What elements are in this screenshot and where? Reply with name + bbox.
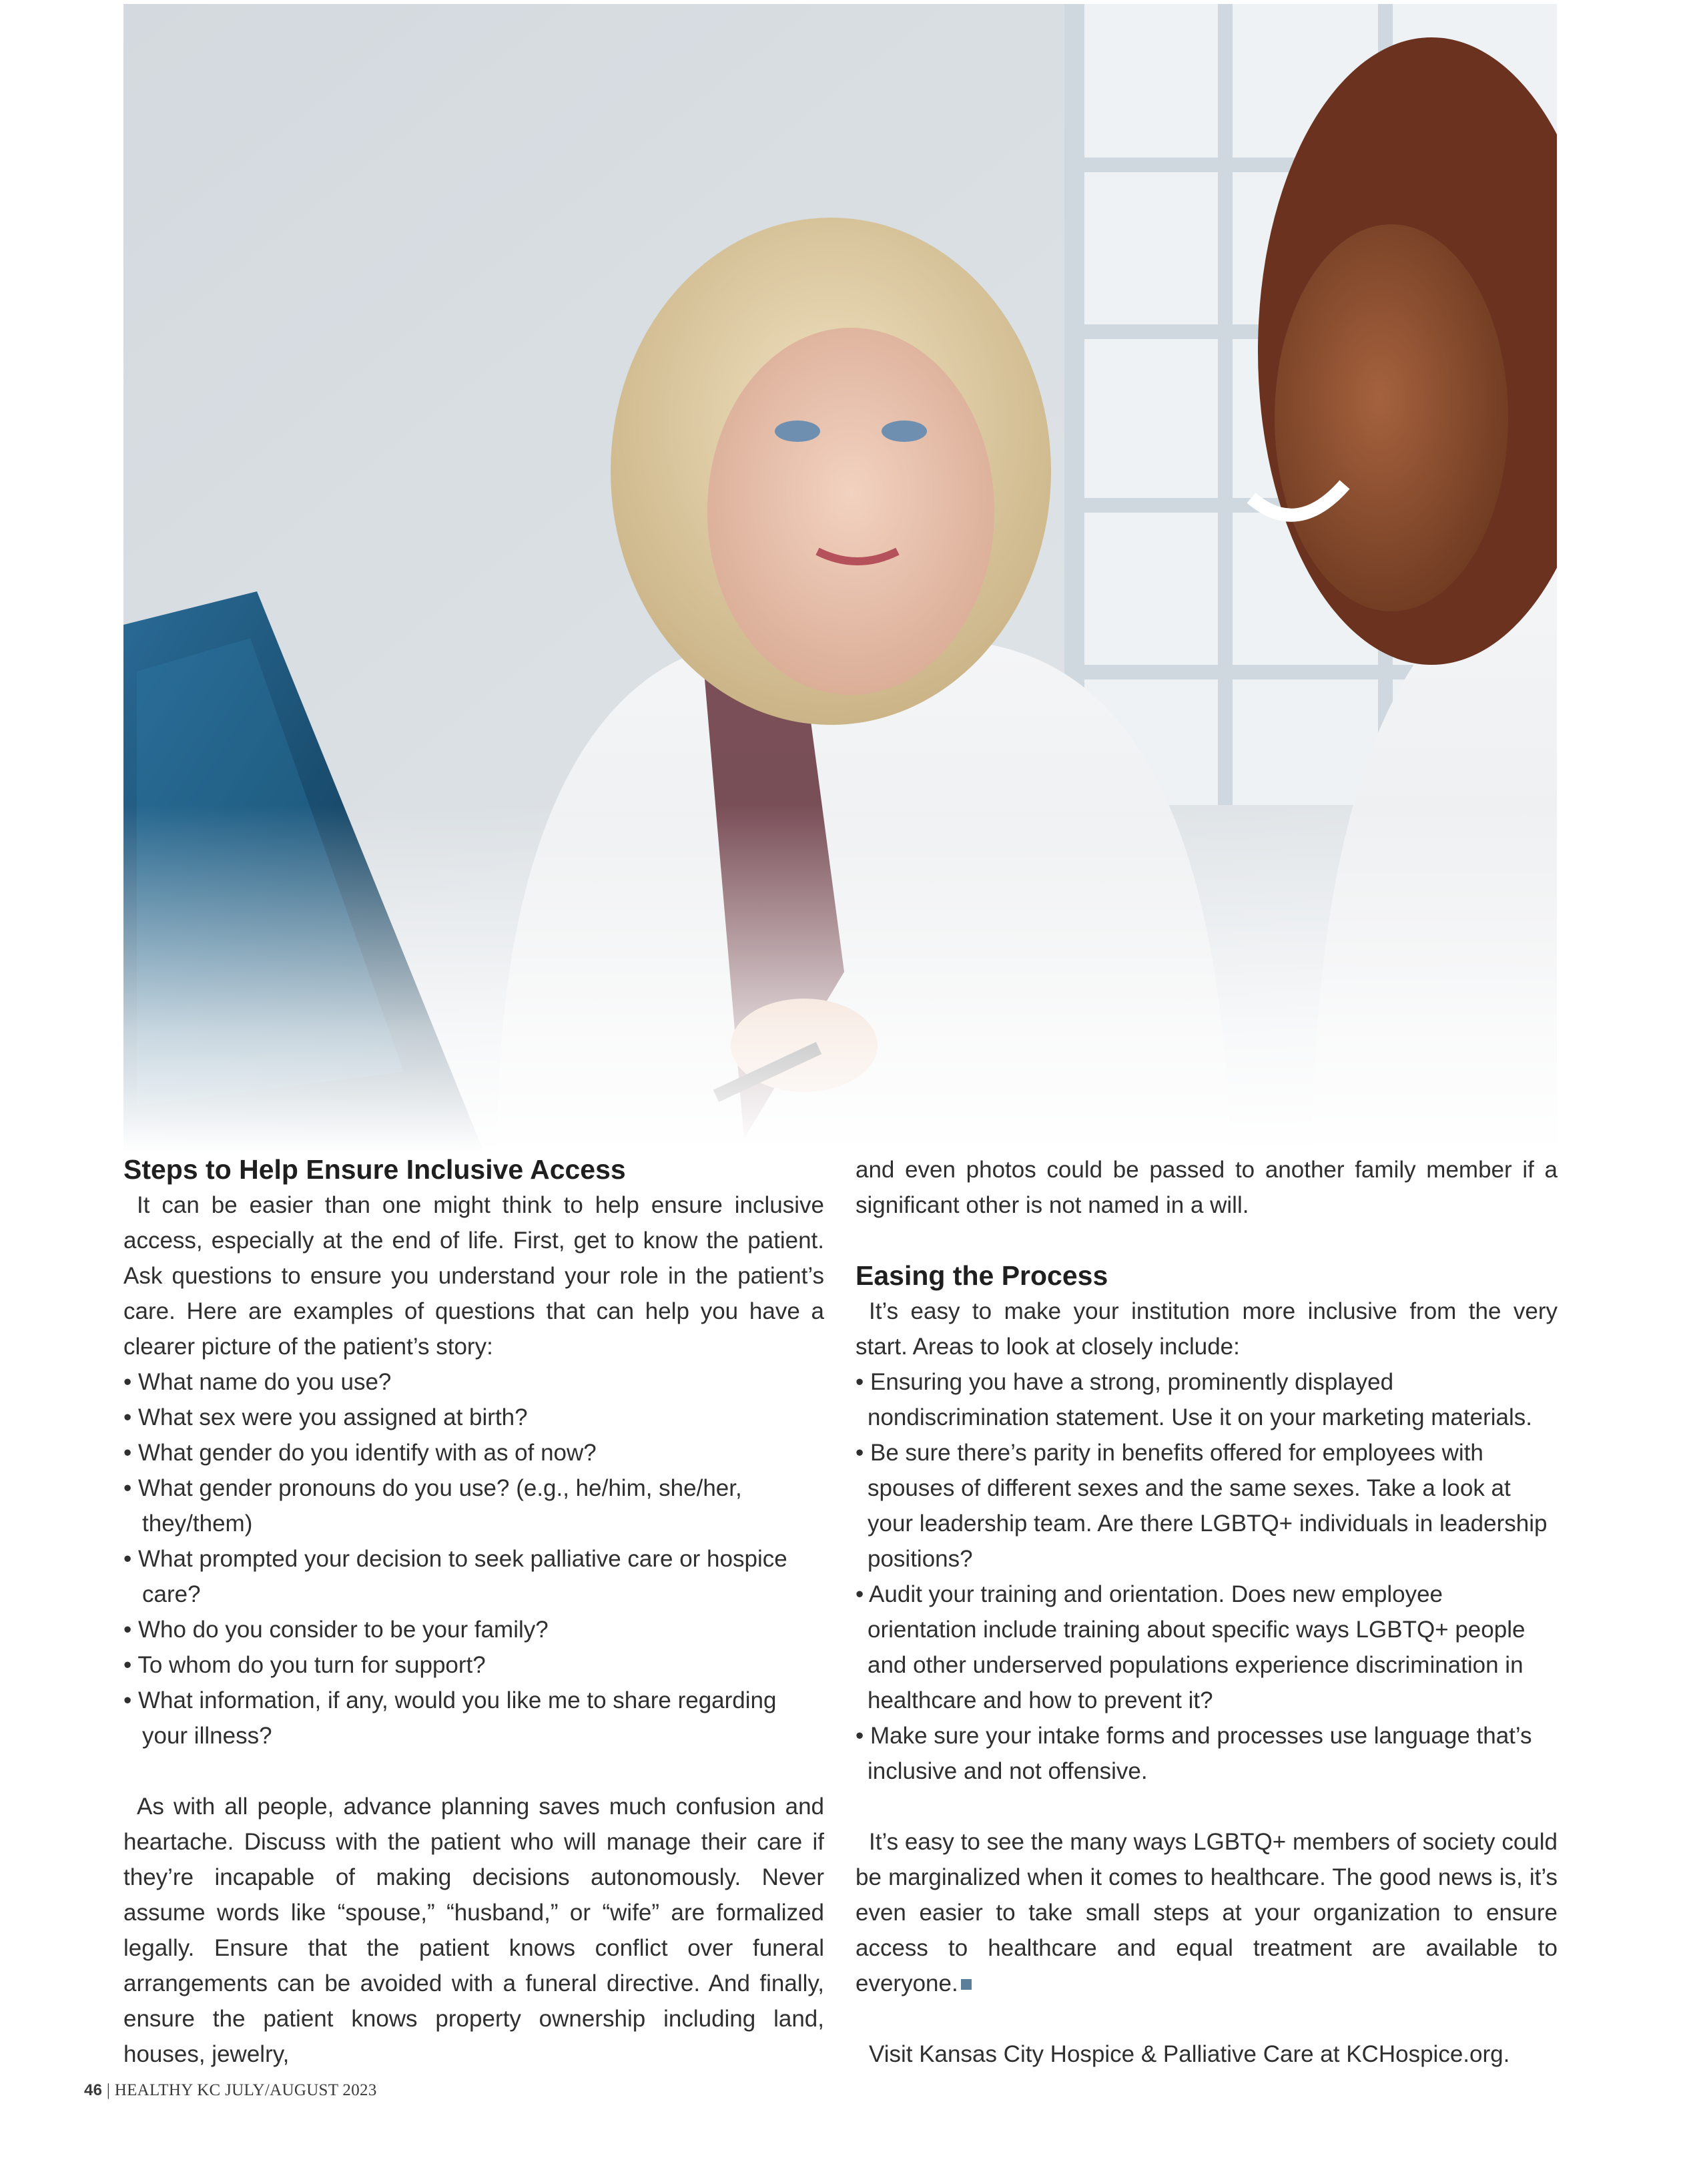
closing-paragraph xyxy=(856,1824,1558,2001)
question-list xyxy=(123,1364,824,1753)
list-item: • Who do you consider to be your family? xyxy=(123,1617,549,1643)
closing-text: It’s easy to see the many ways LGBTQ+ members of society could be marginalized when it comes to healthcare. The good news is, it’s even easier to take small steps at your organization to ensure access to healthcare and equal treatment are available to everyone. xyxy=(856,1829,1558,1996)
hero-photo xyxy=(123,4,1557,1152)
list-item: • Audit your training and orientation. Does new employee orientation include training about specific ways LGBTQ+ people and other underserved populations experience discrimination in healthcare and how to prevent it? xyxy=(856,1581,1526,1713)
planning-paragraph: As with all people, advance planning saves much confusion and heartache. Discuss with the patient who will manage their care if they’re incapable of making decisions autonomously. Never assume words like “spouse,” “husband,” or “wife” are formalized legally. Ensure that the patient knows conflict over funeral arrangements can be avoided with a funeral directive. And finally, ensure the patient knows property ownership including land, houses, jewelry, xyxy=(123,1794,824,2067)
page-footer xyxy=(84,2081,377,2100)
footer-separator: | xyxy=(106,2081,111,2099)
left-column xyxy=(123,1152,824,2072)
continuation-paragraph: and even photos could be passed to another family member if a significant other is not named in a will. xyxy=(856,1157,1558,1218)
end-mark-icon xyxy=(961,1979,972,1990)
publication-name: HEALTHY KC xyxy=(114,2081,221,2099)
list-item: • Ensuring you have a strong, prominently displayed nondiscrimination statement. Use it on your marketing materials. xyxy=(856,1369,1532,1430)
list-item: • Make sure your intake forms and processes use language that’s inclusive and not offensive. xyxy=(856,1723,1532,1784)
list-item: • What gender pronouns do you use? (e.g., he/him, she/her, they/them) xyxy=(123,1475,742,1537)
issue-date: JULY/AUGUST 2023 xyxy=(225,2081,377,2099)
list-item: • What sex were you assigned at birth? xyxy=(123,1404,528,1430)
section-heading-easing-process: Easing the Process xyxy=(856,1260,1108,1291)
list-item: • What information, if any, would you like me to share regarding your illness? xyxy=(123,1687,777,1749)
areas-list xyxy=(856,1364,1558,1789)
easing-intro-paragraph: It’s easy to make your institution more inclusive from the very start. Areas to look at closely include: xyxy=(856,1298,1558,1360)
intro-paragraph: It can be easier than one might think to help ensure inclusive access, especially at the end of life. First, get to know the patient. Ask questions to ensure you understand your role in the patient’s care. Here are examples of questions that can help you have a clearer picture of the patient’s story: xyxy=(123,1192,824,1360)
page-number: 46 xyxy=(84,2081,103,2099)
right-column xyxy=(856,1152,1558,2072)
photo-fade xyxy=(123,805,1557,1152)
list-item: • What gender do you identify with as of now? xyxy=(123,1440,597,1466)
visit-line: Visit Kansas City Hospice & Palliative Care at KCHospice.org. xyxy=(869,2041,1510,2067)
list-item: • Be sure there’s parity in benefits offered for employees with spouses of different sexes and the same sexes. Take a look at your leadership team. Are there LGBTQ+ individuals in leadership positions? xyxy=(856,1440,1548,1572)
list-item: • What name do you use? xyxy=(123,1369,392,1395)
list-item: • What prompted your decision to seek palliative care or hospice care? xyxy=(123,1546,787,1607)
list-item: • To whom do you turn for support? xyxy=(123,1652,486,1678)
section-heading-inclusive-access: Steps to Help Ensure Inclusive Access xyxy=(123,1154,626,1185)
